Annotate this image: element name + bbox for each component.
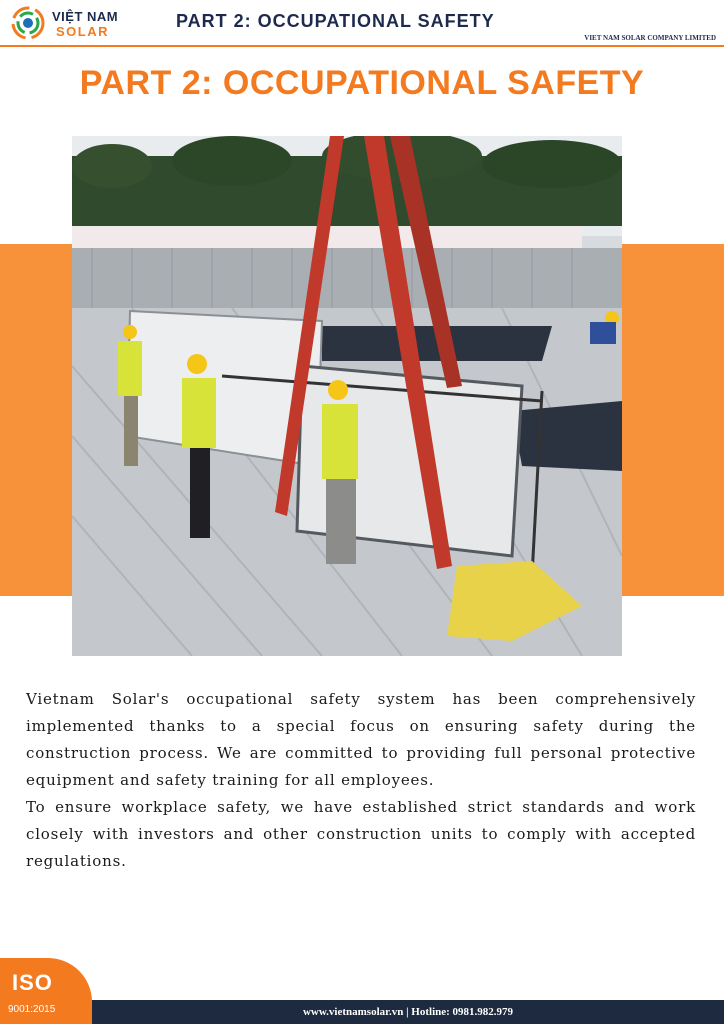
logo-emblem-icon <box>8 3 48 43</box>
company-name: VIET NAM SOLAR COMPANY LIMITED <box>584 34 716 42</box>
iso-standard: 9001:2015 <box>8 1004 56 1015</box>
paragraph: To ensure workplace safety, we have established strict standards and work closely with investors and other construction units to comply with accepted regulations. <box>26 798 696 870</box>
footer-contact: www.vietnamsolar.vn | Hotline: 0981.982.979 <box>92 1000 724 1024</box>
page-title: PART 2: OCCUPATIONAL SAFETY <box>79 64 645 102</box>
iso-mark: ISO <box>12 970 53 995</box>
header-title: PART 2: OCCUPATIONAL SAFETY <box>176 11 495 31</box>
body-text <box>26 686 696 875</box>
page-header <box>0 0 724 46</box>
worker-figure-right <box>322 380 358 564</box>
header-divider <box>0 45 724 47</box>
logo-text-vietnam: VIỆT NAM <box>52 9 119 24</box>
logo-text-solar: SOLAR <box>56 24 109 39</box>
company-logo <box>8 3 128 43</box>
paragraph: Vietnam Solar's occupational safety system has been comprehensively implemented thanks to a special focus on ensuring safety during the construction process. We are committed to providing full personal protective equipment and safety training for all employees. <box>26 690 696 789</box>
main-photo <box>72 136 622 656</box>
iso-badge <box>0 958 92 1024</box>
photo-illustration <box>72 136 622 656</box>
